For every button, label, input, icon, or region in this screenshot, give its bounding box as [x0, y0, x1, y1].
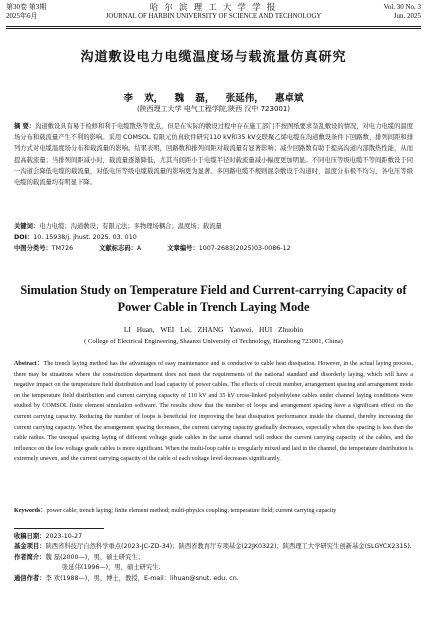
bio-line-1 [14, 553, 417, 563]
date-en: Jun. 2025 [393, 12, 421, 20]
doc-code-label: 文献标志码： [99, 245, 137, 252]
corresponding-line [14, 574, 417, 584]
journal-name-cn: 哈 尔 滨 理 工 大 学 学 报 [149, 2, 278, 12]
keywords-text-cn: 电力电缆；沟道敷设；有限元法；多物理场耦合；温度场；载流量 [39, 223, 222, 230]
article-no-value: 1007-2683(2025)03-0086-12 [198, 245, 291, 252]
bio-line-2: 张延伟(1996—)，男，硕士研究生. [62, 564, 161, 572]
keywords-label-en: Keywords： [14, 508, 47, 514]
footnote-rule [14, 528, 104, 529]
title-cn: 沟道敷设电力电缆温度场与载流量仿真研究 [80, 50, 347, 65]
affiliation-cn: (陕西理工大学 电气工程学院,陕西 汉中 723001) [136, 105, 291, 113]
article-no-label: 文章编号： [167, 245, 199, 252]
affiliation-en: ( College of Electrical Engineering, Shaanxi University of Technology, Hanzhong 723001, China) [84, 338, 343, 345]
abstract-text-en: The trench laying method has the advantages of easy maintenance and is conducive to cable heat dissipation. However, in the actual laying process, there may be situations where the construction department does not meet the requirements of the national standard and disorderly laying, which will have a negative impact on the temperature field distribution and load capacity of power cables. The effects of circuit number, arrangement spacing and arrangement mode on the temperature field distribution and current carrying capacity of 110 kV and 35 kV cross-linked polyethylene cables under channel laying conditions were studied by COMSOL finite element simulation software. The results show that the number of loops and arrangement spacing have a significant effect on the current carrying capacity. Reducing the number of loops is beneficial for improving the heat dissipation performance inside the channel, thereby increasing the current carrying capacity. When the arrangement spacing decreases, the current carrying capacity gradually decreases, especially when the spacing is less than the cable radius. The unequal spacing laying of different voltage grade cables in the same channel will reduce the current carrying capacity of the cables, and the influence on the low voltage grade cables is more significant. When the multi-loop cable is irregularly mixed and laid in the channel, the temperature distribution is extremely uneven, and the current carrying capacity of the cable of each voltage level decreases significantly. [14, 361, 413, 463]
header-center [6, 3, 421, 21]
corresponding-text: 李 欢(1988—)，男，博士，教授，E-mail：lihuan@snut. edu. cn. [45, 574, 239, 582]
keywords-cn [14, 222, 413, 232]
fund-label: 基金项目： [14, 543, 46, 551]
received-date: 2023-10-27 [45, 533, 83, 540]
bio-label: 作者简介： [14, 553, 46, 561]
header-rule-bottom [6, 28, 421, 29]
clc-value: TM726 [51, 245, 74, 252]
keywords-en [14, 506, 413, 516]
received-line [14, 532, 417, 542]
corresponding-label: 通信作者： [14, 574, 46, 582]
keywords-label-cn: 关键词： [14, 223, 40, 230]
date-cn: 2025年6月 [6, 12, 38, 20]
doi-label: DOI： [14, 234, 34, 241]
abstract-text-cn: 沟道敷设具有易于检修和利于电缆散热等优点，但是在实际的敷设过程中存在施工部门不按图纸要求杂乱敷设的情况，对电力电缆的温度场分布和载流量产生不利的影响。采用 COMSOL 有限元仿真软件研究110 kV和35 kV交联聚乙烯电缆在沟道敷设条件下回路数、排列间距和排列方式对电缆温度场分布和载流量的影响。结果表明，回路数和排列间距对载流量有显著影响；减少回路数有助于提高沟道内部散热性能，从而提高载流量；当排列间距减小时，载流量逐渐降低，尤其当间距小于电缆半径时载流量减小幅度更加明显。不同电压等级电缆不等间距敷设于同一沟道会降低电缆的载流量，对低电压等级电缆载流量的影响更为显著。多回路电缆不规则混杂敷设于沟道时，温度分布极不均匀，各电压等级电缆的载流量均有明显下降。 [14, 123, 413, 187]
keywords-text-en: power cable; trench laying; finite element method; multi-physics coupling; temperature field; current carrying capacity [46, 508, 337, 514]
abstract-label-en: Abstract： [14, 361, 44, 367]
fund-line [14, 542, 417, 552]
classification-line [14, 244, 413, 254]
title-en: Simulation Study on Temperature Field and Current-carrying Capacity of Power Cable in Trench Laying Mode [20, 283, 407, 314]
authors-en: LI Huan, WEI Lei, ZHANG Yanwei, HUI Zhuobin [123, 325, 304, 334]
volume-issue-cn: 第30卷 第3期 [6, 3, 47, 11]
abstract-label-cn: 摘 要： [14, 123, 36, 130]
abstract-en [14, 359, 413, 465]
doc-code-value: A [136, 245, 142, 252]
bio-text-1: 魏 磊(2000—)，男，硕士研究生； [45, 553, 144, 561]
header-rule-top [6, 26, 421, 27]
header-right [384, 3, 421, 21]
authors-cn: 李 欢， 魏 磊， 张延伟， 惠卓斌 [123, 93, 304, 104]
footnotes [14, 532, 417, 584]
fund-text: 陕西省科技厅自然科学重点(2023-JC-ZD-34)；陕西省教育厅专项基金(22JK0322)；陕西理工大学研究生创新基金(SLGYCX2315). [45, 543, 412, 551]
clc-label: 中图分类号： [14, 245, 52, 252]
doi-value: 10. 15938/j. jhust. 2025. 03. 010 [33, 234, 137, 241]
abstract-cn [14, 121, 413, 188]
journal-name-en: JOURNAL OF HARBIN UNIVERSITY OF SCIENCE AND TECHNOLOGY [105, 13, 322, 20]
received-label: 收稿日期： [14, 533, 46, 540]
doi-line [14, 233, 413, 243]
volume-issue-en: Vol. 30 No. 3 [383, 3, 421, 11]
